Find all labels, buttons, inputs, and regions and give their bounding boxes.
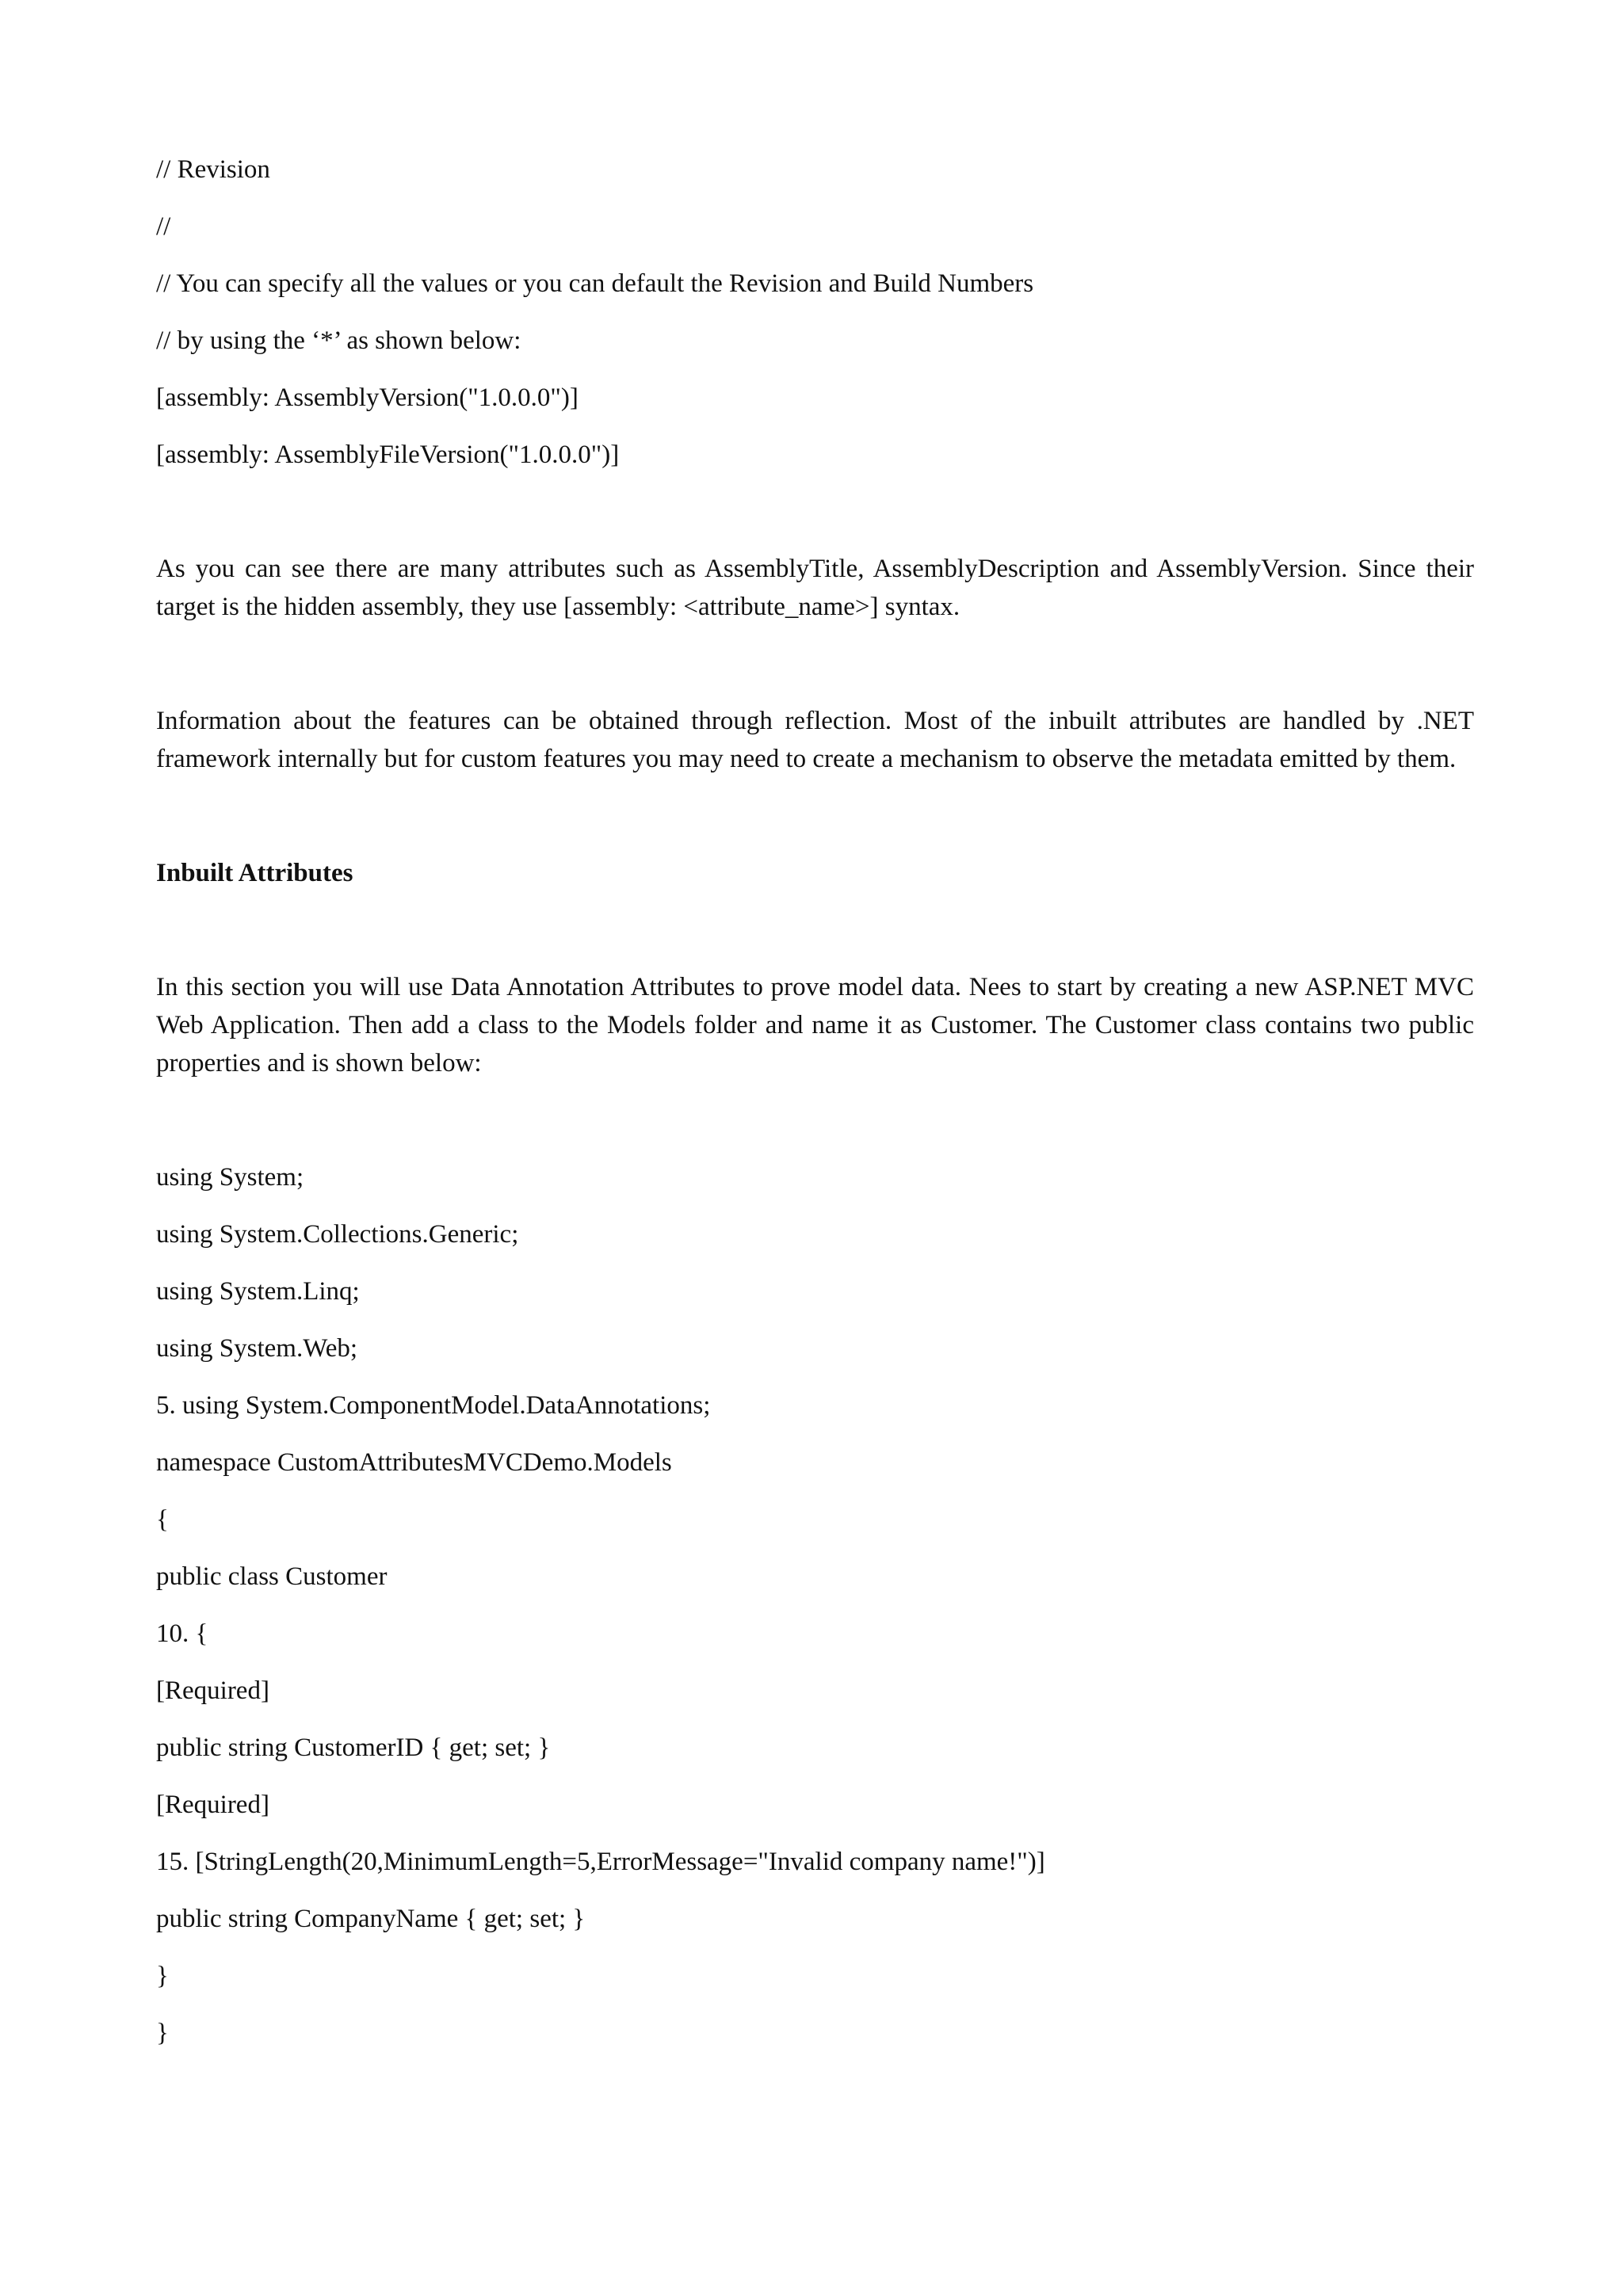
paragraph-reflection: Information about the features can be obtained through reflection. Most of the inbuilt attributes are handled by .NET framework internally but for custom features you may need to create a mechanism to observe the metadata emitted by them. <box>156 707 1474 773</box>
page-content <box>156 151 1474 2071</box>
code-line: 5. using System.ComponentModel.DataAnnotations; <box>156 1391 711 1420</box>
code-line: } <box>156 2019 169 2047</box>
code-line: using System; <box>156 1163 304 1192</box>
code-line: namespace CustomAttributesMVCDemo.Models <box>156 1448 672 1477</box>
code-line: public class Customer <box>156 1562 388 1591</box>
code-listing <box>156 1158 1474 2052</box>
code-line: // You can specify all the values or you can default the Revision and Build Numbers <box>156 269 1034 298</box>
code-line: // Revision <box>156 155 270 184</box>
code-line: 15. [StringLength(20,MinimumLength=5,ErrorMessage="Invalid company name!")] <box>156 1848 1045 1876</box>
code-line: 10. { <box>156 1619 208 1648</box>
code-line: [assembly: AssemblyVersion("1.0.0.0")] <box>156 383 579 412</box>
spacer <box>156 493 1474 550</box>
paragraph-attributes: As you can see there are many attributes such as AssemblyTitle, AssemblyDescription and AssemblyVersion. Since their target is the hidden assembly, they use [assembly: <attribute_name>] syntax. <box>156 555 1474 621</box>
code-line: using System.Collections.Generic; <box>156 1220 519 1249</box>
code-line: [Required] <box>156 1676 269 1705</box>
code-line: } <box>156 1962 169 1990</box>
spacer <box>156 1082 1474 1158</box>
section-heading: Inbuilt Attributes <box>156 859 353 887</box>
code-line: { <box>156 1505 169 1534</box>
code-line: public string CustomerID { get; set; } <box>156 1733 551 1762</box>
paragraph-data-annotations: In this section you will use Data Annotation Attributes to prove model data. Nees to start by creating a new ASP.NET MVC Web Application. Then add a class to the Models folder and name it as Customer. The Customer class contains two public properties and is shown below: <box>156 973 1474 1077</box>
spacer <box>156 626 1474 702</box>
code-line: [Required] <box>156 1791 269 1819</box>
code-line: // <box>156 212 171 241</box>
code-line: // by using the ‘*’ as shown below: <box>156 326 521 355</box>
code-line: [assembly: AssemblyFileVersion("1.0.0.0")] <box>156 441 620 469</box>
spacer <box>156 892 1474 968</box>
code-line: using System.Linq; <box>156 1277 360 1306</box>
code-line: public string CompanyName { get; set; } <box>156 1905 586 1933</box>
code-line: using System.Web; <box>156 1334 358 1363</box>
spacer <box>156 778 1474 854</box>
